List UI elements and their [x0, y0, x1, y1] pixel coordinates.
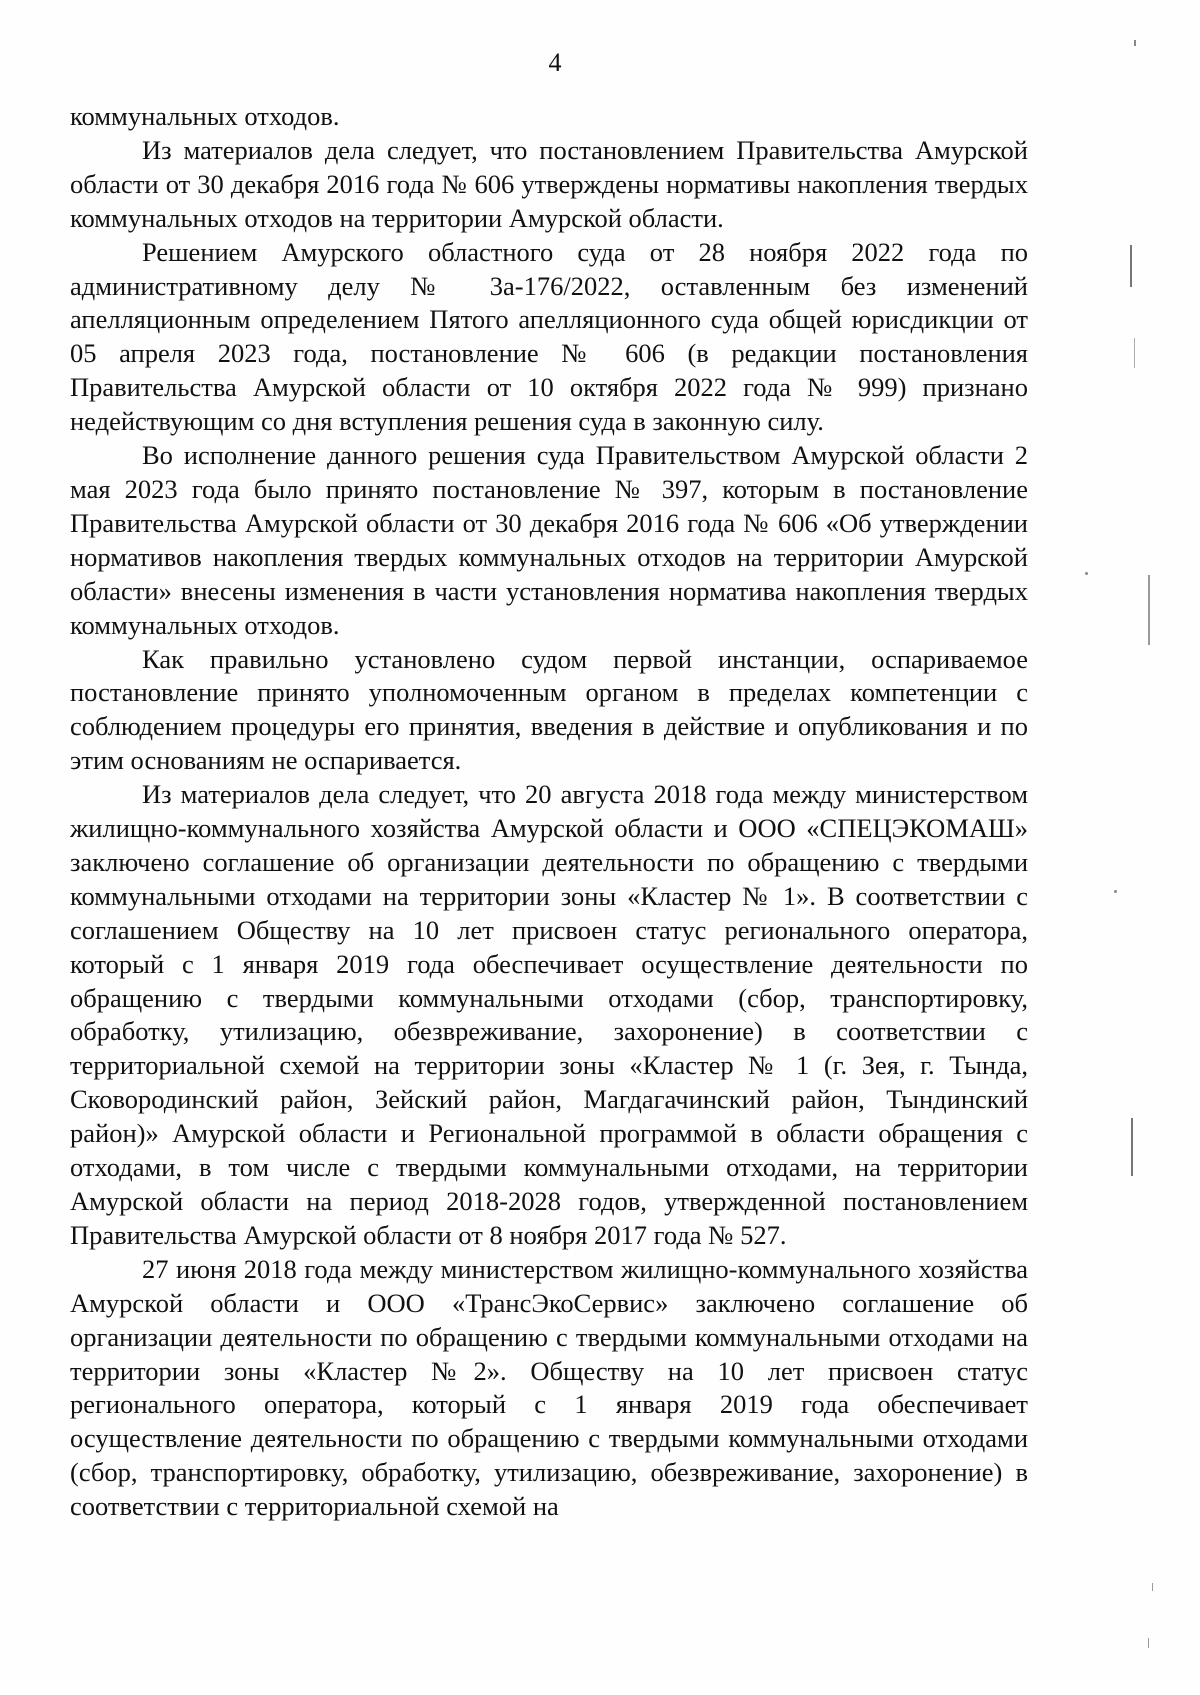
scan-artifact: [1134, 40, 1136, 46]
scan-artifact: [1152, 1583, 1153, 1591]
scan-artifact: [1134, 338, 1135, 368]
paragraph-4: Во исполнение данного решения суда Правительством Амурской области 2 мая 2023 года было принято постановление № 397, которым в постановление Правительства Амурской области от 30 декабря 2016 года № 606 «Об утверждении нормативов накопления твердых коммунальных отходов на территории Амурской области» внесены изменения в части установления норматива накопления твердых коммунальных отходов.: [70, 440, 1028, 640]
scan-artifact: [1131, 1118, 1133, 1176]
paragraph-6: Из материалов дела следует, что 20 августа 2018 года между министерством жилищно-коммунального хозяйства Амурской области и ООО «СПЕЦЭКОМАШ» заключено соглашение об организации деятельности по обращению с твердыми коммунальными отходами на территории зоны «Кластер № 1». В соответствии с соглашением Обществу на 10 лет присвоен статус регионального оператора, который с 1 января 2019 года обеспечивает осуществление деятельности по обращению с твердыми коммунальными отходами (сбор, транспортировку, обработку, утилизацию, обезвреживание, захоронение) в соответствии с территориальной схемой на территории зоны «Кластер № 1 (г. Зея, г. Тында, Сковородинский район, Зейский район, Магдагачинский район, Тындинский район)» Амурской области и Региональной программой в области обращения с отходами, в том числе с твердыми коммунальными отходами, на территории Амурской области на период 2018-2028 годов, утвержденной постановлением Правительства Амурской области от 8 ноября 2017 года № 527.: [70, 779, 1028, 1250]
paragraph-7: 27 июня 2018 года между министерством жилищно-коммунального хозяйства Амурской области и ООО «ТрансЭкоСервис» заключено соглашение об организации деятельности по обращению с твердыми коммунальными отходами на территории зоны «Кластер №2». Обществу на 10 лет присвоен статус регионального оператора, который с 1 января 2019 года обеспечивает осуществление деятельности по обращению с твердыми коммунальными отходами (сбор, транспортировку, обработку, утилизацию, обезвреживание, захоронение) в соответствии с территориальной схемой на: [70, 1253, 1028, 1522]
paragraph-2: Из материалов дела следует, что постановлением Правительства Амурской области от 30 декабря 2016 года № 606 утверждены нормативы накопления твердых коммунальных отходов на территории Амурской области.: [70, 134, 1028, 233]
scan-artifact: [1148, 1638, 1149, 1648]
paragraph-3: Решением Амурского областного суда от 28 ноября 2022 года по административному делу № 3а-176/2022, оставленным без изменений апелляционным определением Пятого апелляционного суда общей юрисдикции от 05 апреля 2023 года, постановление № 606 (в редакции постановления Правительства Амурской области от 10 октября 2022 года № 999) признано недействующим со дня вступления решения суда в законную силу.: [70, 236, 1028, 437]
scan-artifact: [1148, 575, 1150, 645]
scan-artifact: [1085, 572, 1088, 575]
scan-artifact: [1114, 890, 1117, 893]
scan-artifact: [1130, 245, 1132, 287]
paragraph-5: Как правильно установлено судом первой инстанции, оспариваемое постановление принято уполномоченным органом в пределах компетенции с соблюдением процедуры его принятия, введения в действие и опубликования и по этим основаниям не оспаривается.: [70, 643, 1028, 776]
page-number: 4: [548, 48, 562, 77]
paragraph-1: коммунальных отходов.: [70, 101, 340, 131]
document-body: [70, 100, 1028, 1524]
